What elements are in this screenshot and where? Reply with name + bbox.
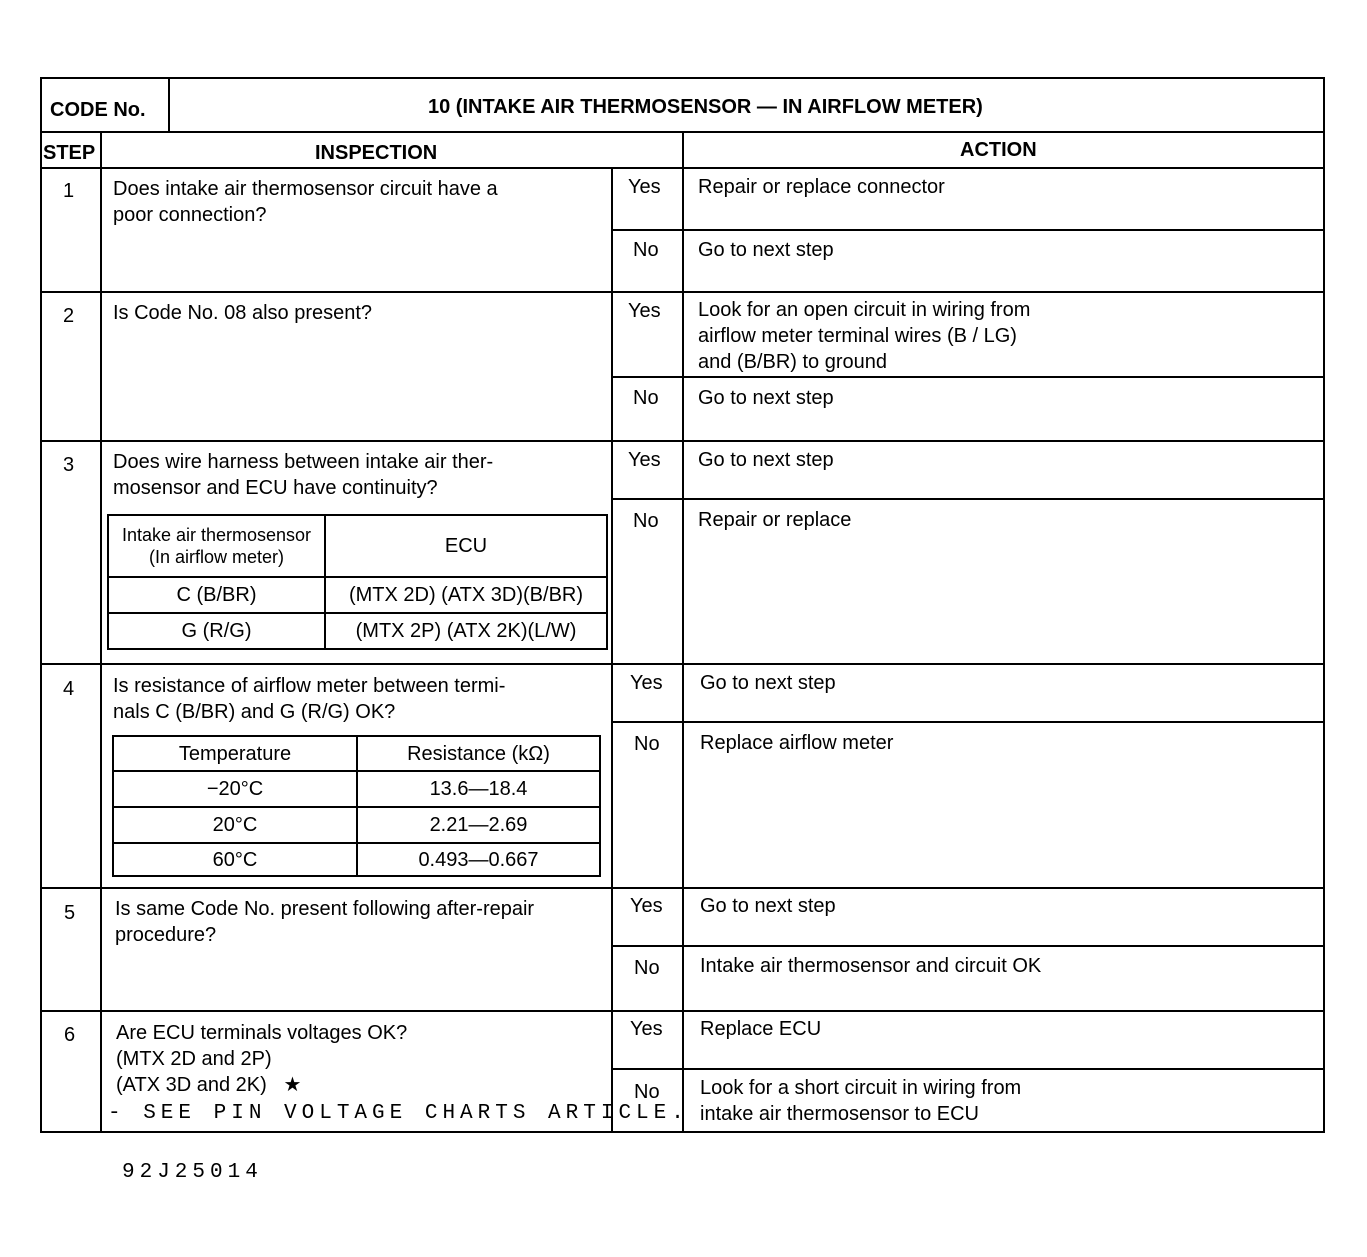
table-cell: (MTX 2P) (ATX 2K)(L/W) [355, 620, 577, 642]
inspection-text: Is resistance of airflow meter between termi- nals C (B/BR) and G (R/G) OK? [113, 675, 506, 723]
step-number: 1 [63, 180, 75, 202]
inspection-text: Are ECU terminals voltages OK? (MTX 2D and 2P) (ATX 3D and 2K) ★ [116, 1022, 408, 1096]
yes-label: Yes [630, 672, 663, 694]
no-action: Repair or replace [698, 509, 852, 531]
table-cell: −20°C [206, 778, 264, 800]
grid-line [40, 663, 1325, 665]
step-number: 6 [64, 1024, 76, 1046]
yes-action: Go to next step [698, 449, 834, 471]
no-action: Go to next step [698, 387, 834, 409]
grid-line [168, 79, 170, 131]
grid-line [40, 291, 1325, 293]
table-cell: 13.6—18.4 [429, 778, 528, 800]
no-action: Look for a short circuit in wiring from intake air thermosensor to ECU [700, 1077, 1022, 1125]
yes-action: Go to next step [700, 895, 836, 917]
grid-line [682, 133, 684, 1133]
continuity-table [107, 514, 608, 650]
yes-label: Yes [630, 895, 663, 917]
inspection-text: Does wire harness between intake air ther- mosensor and ECU have continuity? [113, 451, 494, 499]
inspection-text: Is same Code No. present following after-repair procedure? [115, 898, 535, 946]
yes-label: Yes [628, 449, 661, 471]
code-label: CODE No. [50, 99, 146, 121]
table-cell: (MTX 2D) (ATX 3D)(B/BR) [348, 584, 584, 606]
yes-action: Replace ECU [700, 1018, 822, 1040]
no-label: No [633, 239, 659, 261]
table-header-cell: Temperature [178, 742, 292, 765]
no-label: No [634, 1081, 660, 1103]
step-number: 3 [63, 454, 75, 476]
grid-line [611, 498, 1325, 500]
inspection-text: Does intake air thermosensor circuit have a poor connection? [113, 178, 498, 226]
yes-label: Yes [628, 300, 661, 322]
no-action: Replace airflow meter [700, 732, 894, 754]
yes-action: Look for an open circuit in wiring from airflow meter terminal wires (B / LG) and (B/BR) to ground [698, 299, 1031, 373]
inspection-text: Is Code No. 08 also present? [113, 302, 373, 324]
table-header-cell: ECU [444, 535, 488, 557]
table-cell: C (B/BR) [176, 584, 257, 606]
figure-id: 92J25014 [122, 1161, 263, 1184]
code-title: 10 (INTAKE AIR THERMOSENSOR — IN AIRFLOW METER) [428, 96, 983, 118]
step-number: 2 [63, 305, 75, 327]
yes-label: Yes [628, 176, 661, 198]
table-cell: 20°C [212, 814, 258, 836]
resistance-table [112, 735, 601, 877]
grid-line [40, 887, 1325, 889]
grid-line [611, 169, 613, 1133]
pin-voltage-note: - SEE PIN VOLTAGE CHARTS ARTICLE. [108, 1102, 689, 1125]
no-label: No [633, 510, 659, 532]
grid-line [611, 1068, 1325, 1070]
table-header-cell: Intake air thermosensor (In airflow meter) [121, 525, 312, 567]
grid-line [40, 440, 1325, 442]
yes-action: Go to next step [700, 672, 836, 694]
grid-line [611, 229, 1325, 231]
step-column-header: STEP [43, 142, 96, 164]
inspection-column-header: INSPECTION [315, 142, 438, 164]
table-cell: 0.493—0.667 [418, 848, 539, 871]
table-cell: G (R/G) [181, 620, 252, 642]
no-action: Intake air thermosensor and circuit OK [700, 955, 1042, 977]
step-number: 5 [64, 902, 76, 924]
table-header-cell: Resistance (kΩ) [407, 742, 550, 765]
step-number: 4 [63, 678, 75, 700]
action-column-header: ACTION [960, 139, 1037, 161]
no-label: No [633, 387, 659, 409]
grid-line [611, 376, 1325, 378]
no-label: No [634, 957, 660, 979]
grid-line [611, 945, 1325, 947]
grid-line [40, 1010, 1325, 1012]
no-action: Go to next step [698, 239, 834, 261]
grid-line [100, 133, 102, 1133]
no-label: No [634, 733, 660, 755]
table-cell: 60°C [212, 848, 258, 871]
table-cell: 2.21—2.69 [429, 814, 528, 836]
yes-action: Repair or replace connector [698, 176, 945, 198]
yes-label: Yes [630, 1018, 663, 1040]
grid-line [611, 721, 1325, 723]
